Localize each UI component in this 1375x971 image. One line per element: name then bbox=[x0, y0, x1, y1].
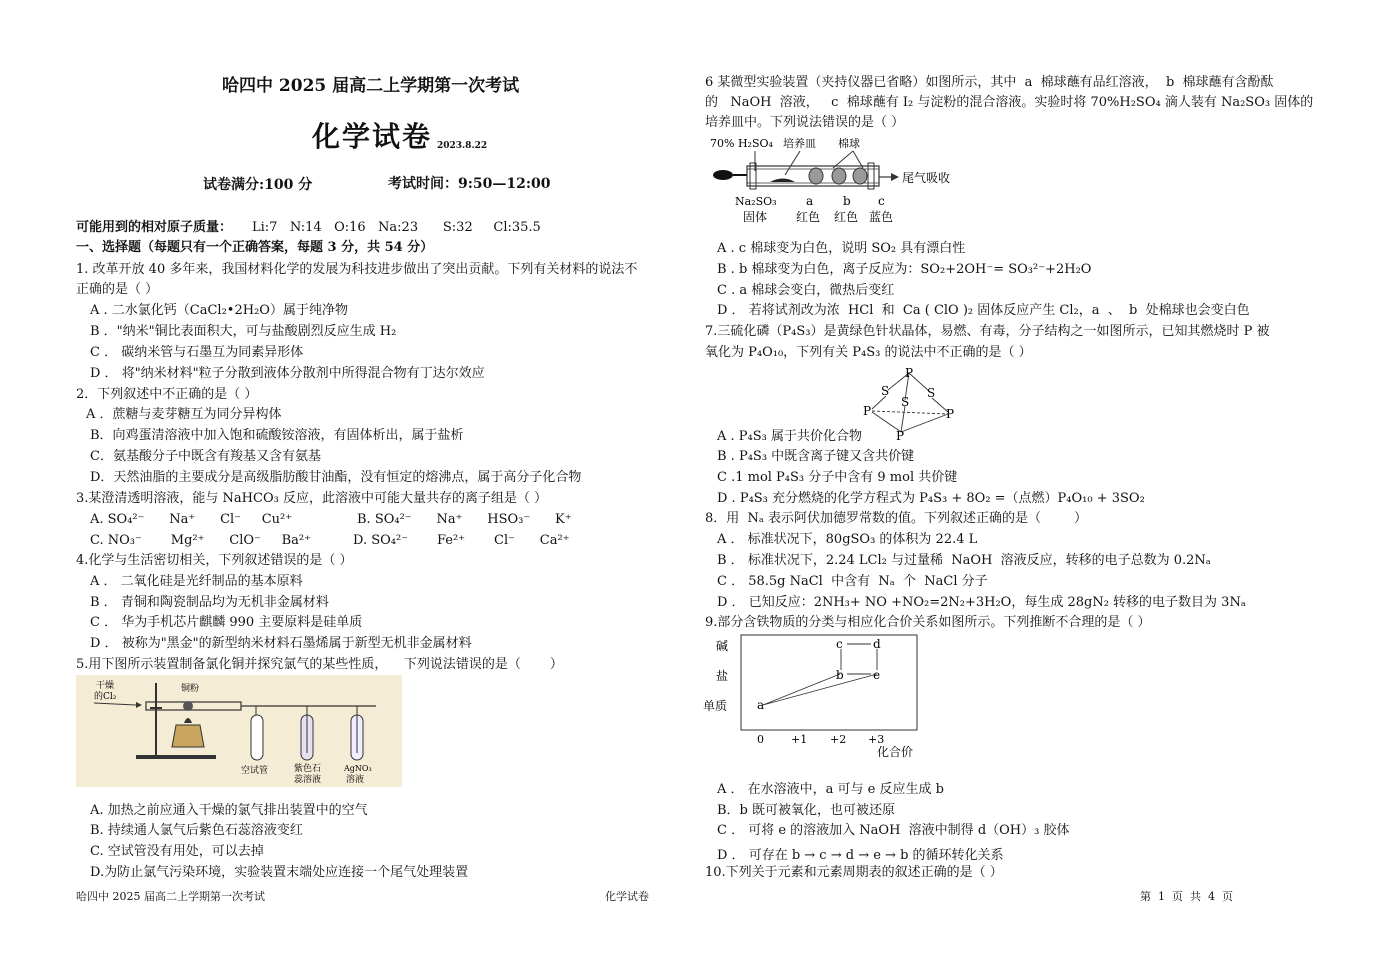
q5-apparatus-figure bbox=[76, 675, 402, 787]
x-tick-3: +3 bbox=[868, 733, 885, 746]
q5-option-a: A. 加热之前应通入干燥的氯气排出装置中的空气 bbox=[90, 803, 368, 818]
section-heading: 一、选择题（每题只有一个正确答案，每题 3 分，共 54 分） bbox=[76, 240, 434, 255]
solid-label: 固体 bbox=[743, 210, 768, 224]
y-label-base: 碱 bbox=[716, 639, 729, 653]
q5-option-c: C. 空试管没有用处，可以去掉 bbox=[90, 844, 264, 859]
q3-option-b: B. SO₄²⁻ Na⁺ HSO₃⁻ K⁺ bbox=[357, 512, 572, 527]
full-score: 试卷满分:100 分 bbox=[203, 177, 313, 193]
red-label-2: 红色 bbox=[834, 210, 859, 224]
dish-label: 培养皿 bbox=[783, 137, 816, 150]
q2-option-c: C．氨基酸分子中既含有羧基又含有氨基 bbox=[90, 449, 321, 464]
q4-option-b: B ． 青铜和陶瓷制品均为无机非金属材料 bbox=[90, 595, 329, 610]
q6-apparatus-figure bbox=[705, 133, 985, 228]
red-label-1: 红色 bbox=[796, 210, 821, 224]
x-tick-0: 0 bbox=[757, 733, 764, 746]
q9-stem: 9.部分含铁物质的分类与相应化合价关系如图所示。下列推断不合理的是（ ） bbox=[705, 615, 1151, 630]
q6-stem-3: 培养皿中。下列说法错误的是（ ） bbox=[705, 115, 905, 130]
atom-p-right: P bbox=[946, 407, 955, 421]
q6-option-b: B . b 棉球变为白色，离子反应为：SO₂+2OH⁻= SO₃²⁻+2H₂O bbox=[717, 262, 1092, 277]
page-number: 第 1 页 共 4 页 bbox=[1140, 890, 1233, 903]
empty-tube-label: 空试管 bbox=[241, 766, 269, 776]
q8-option-d: D ． 已知反应：2NH₃+ NO +NO₂=2N₂+3H₂O，每生成 28gN₂ 转移的电子数目为 3Nₐ bbox=[717, 595, 1246, 610]
point-e: e bbox=[873, 668, 881, 682]
agno3-label-1: AgNO₃ bbox=[344, 764, 372, 773]
cl2-label: 的Cl₂ bbox=[94, 692, 117, 702]
q9-option-c: C ． 可将 e 的溶液加入 NaOH 溶液中制得 d（OH）₃ 胶体 bbox=[717, 823, 1070, 838]
school-title: 哈四中 2025 届高二上学期第一次考试 bbox=[222, 76, 520, 96]
q3-option-d: D. SO₄²⁻ Fe²⁺ Cl⁻ Ca²⁺ bbox=[353, 533, 570, 548]
x-tick-2: +2 bbox=[830, 733, 847, 746]
q6-option-a: A . c 棉球变为白色，说明 SO₂ 具有漂白性 bbox=[717, 241, 966, 256]
q7-option-d: D . P₄S₃ 充分燃烧的化学方程式为 P₄S₃ + 8O₂ =（点燃）P₄O₁₀ + 3SO₂ bbox=[717, 491, 1145, 506]
q4-stem: 4.化学与生活密切相关，下列叙述错误的是（ ） bbox=[76, 553, 353, 568]
q8-option-a: A ． 标准状况下，80gSO₃ 的体积为 22.4 L bbox=[717, 532, 978, 547]
dry-label: 干燥 bbox=[96, 681, 115, 691]
q4-option-c: C ． 华为手机芯片麒麟 990 主要原料是硅单质 bbox=[90, 615, 363, 630]
point-b: b bbox=[836, 668, 844, 682]
cotton-label: 棉球 bbox=[838, 137, 860, 150]
q2-option-d: D．天然油脂的主要成分是高级脂肪酸甘油酯，没有恒定的熔沸点，属于高分子化合物 bbox=[90, 470, 582, 485]
x-tick-1: +1 bbox=[791, 733, 808, 746]
atom-s-left: S bbox=[881, 384, 890, 398]
copper-powder-label: 铜粉 bbox=[181, 684, 200, 694]
litmus-label-2: 蕊溶液 bbox=[294, 775, 322, 785]
q9-iron-chart bbox=[700, 632, 930, 760]
agno3-label-2: 溶液 bbox=[346, 775, 365, 785]
burner bbox=[172, 725, 204, 747]
q10-stem: 10.下列关于元素和元素周期表的叙述正确的是（ ） bbox=[705, 865, 1003, 880]
cotton-ball-b bbox=[832, 168, 846, 184]
exam-title: 化学试卷 bbox=[312, 120, 433, 153]
q4-option-a: A ． 二氧化硅是光纤制品的基本原料 bbox=[90, 574, 303, 589]
cotton-ball-c bbox=[853, 168, 867, 184]
q3-stem: 3.某澄清透明溶液，能与 NaHCO₃ 反应，此溶液中可能大量共存的离子组是（ ） bbox=[76, 491, 548, 506]
footer-center: 化学试卷 bbox=[605, 890, 649, 903]
q7-stem-2: 氧化为 P₄O₁₀，下列有关 P₄S₃ 的说法中不正确的是（ ） bbox=[705, 345, 1032, 360]
q6-stem-1: 6 某微型实验装置（夹持仪器已省略）如图所示，其中 a 棉球蘸有品红溶液， b 棉球蘸有含酚酞 bbox=[705, 75, 1274, 90]
point-a: a bbox=[757, 698, 765, 712]
q7-option-c: C .1 mol P₄S₃ 分子中含有 9 mol 共价键 bbox=[717, 470, 958, 485]
q2-option-b: B．向鸡蛋清溶液中加入饱和硫酸铵溶液，有固体析出，属于盐析 bbox=[90, 428, 464, 443]
x-axis-label: 化合价 bbox=[877, 745, 914, 759]
q1-stem-1: 1. 改革开放 40 多年来，我国材料化学的发展为科技进步做出了突出贡献。下列有关材料的说法不 bbox=[76, 262, 638, 277]
cotton-ball-a bbox=[809, 168, 823, 184]
empty-test-tube bbox=[251, 715, 263, 760]
q1-option-b: B ．"纳米"铜比表面积大，可与盐酸剧烈反应生成 H₂ bbox=[90, 324, 397, 339]
q2-option-a: A ．蔗糖与麦芽糖互为同分异构体 bbox=[86, 407, 282, 422]
q9-option-d: D ． 可存在 b → c → d → e → b 的循环转化关系 bbox=[717, 848, 1004, 863]
p4s3-structure-figure bbox=[860, 364, 960, 444]
q1-option-d: D ． 将"纳米材料"粒子分散到液体分散剂中所得混合物有丁达尔效应 bbox=[90, 366, 485, 381]
q6-option-d: D ． 若将试剂改为浓 HCl 和 Ca ( ClO )₂ 固体反应产生 Cl₂，a 、 b 处棉球也会变白色 bbox=[717, 303, 1250, 318]
salt-label: Na₂SO₃ bbox=[735, 195, 777, 208]
atom-s-middle: S bbox=[901, 395, 910, 409]
q6-option-c: C . a 棉球会变白，微热后变红 bbox=[717, 283, 895, 298]
q9-option-a: A ． 在水溶液中，a 可与 e 反应生成 b bbox=[717, 782, 944, 797]
litmus-label-1: 紫色石 bbox=[294, 764, 322, 774]
q5-option-d: D.为防止氯气污染环境，实验装置末端处应连接一个尾气处理装置 bbox=[90, 865, 469, 880]
q3-option-a: A. SO₄²⁻ Na⁺ Cl⁻ Cu²⁺ bbox=[90, 512, 293, 527]
q1-option-c: C ． 碳纳米管与石墨互为同素异形体 bbox=[90, 345, 304, 360]
q7-option-b: B . P₄S₃ 中既含离子键又含共价键 bbox=[717, 449, 915, 464]
q5-stem: 5.用下图所示装置制备氯化铜并探究氯气的某些性质， 下列说法错误的是（ ） bbox=[76, 657, 563, 672]
q2-stem: 2．下列叙述中不正确的是（ ） bbox=[76, 387, 258, 402]
q6-stem-2: 的 NaOH 溶液， c 棉球蘸有 I₂ 与淀粉的混合溶液。实验时将 70%H₂SO₄ 滴人装有 Na₂SO₃ 固体的 bbox=[705, 95, 1314, 110]
q1-stem-2: 正确的是（ ） bbox=[76, 282, 159, 297]
footer-left: 哈四中 2025 届高二上学期第一次考试 bbox=[76, 890, 265, 903]
point-d: d bbox=[873, 637, 881, 651]
q5-option-b: B. 持续通人氯气后紫色石蕊溶液变红 bbox=[90, 823, 303, 838]
atomic-mass-label: 可能用到的相对原子质量： bbox=[76, 220, 233, 235]
y-label-element: 单质 bbox=[703, 699, 728, 713]
tail-gas-label: 尾气吸收 bbox=[902, 171, 951, 185]
atom-p-bottom: P bbox=[896, 429, 905, 443]
q4-option-d: D ． 被称为"黑金"的新型纳米材料石墨烯属于新型无机非金属材料 bbox=[90, 636, 472, 651]
q8-option-b: B ． 标准状况下，2.24 LCl₂ 与过量稀 NaOH 溶液反应，转移的电子总数为 0.2Nₐ bbox=[717, 553, 1211, 568]
atom-p-left: P bbox=[863, 404, 872, 418]
blue-label: 蓝色 bbox=[869, 210, 894, 224]
atom-p-top: P bbox=[905, 366, 914, 380]
label-b: b bbox=[843, 194, 851, 208]
label-c: c bbox=[878, 194, 885, 208]
q9-option-b: B．b 既可被氧化，也可被还原 bbox=[717, 803, 896, 818]
q8-stem: 8．用 Nₐ 表示阿伏加德罗常数的值。下列叙述正确的是（ ） bbox=[705, 511, 1088, 526]
q1-option-a: A . 二水氯化钙（CaCl₂•2H₂O）属于纯净物 bbox=[90, 303, 348, 318]
q7-option-a: A . P₄S₃ 属于共价化合物 bbox=[717, 429, 862, 444]
y-label-salt: 盐 bbox=[716, 669, 729, 683]
exam-date: 2023.8.22 bbox=[437, 141, 488, 151]
q7-stem-1: 7.三硫化磷（P₄S₃）是黄绿色针状晶体，易燃、有毒，分子结构之一如图所示，已知其燃烧时 P 被 bbox=[705, 324, 1270, 339]
point-c: c bbox=[836, 637, 843, 651]
label-a: a bbox=[806, 194, 814, 208]
q8-option-c: C ． 58.5g NaCl 中含有 Nₐ 个 NaCl 分子 bbox=[717, 574, 988, 589]
dropper-bulb bbox=[713, 170, 733, 180]
sodium-sulfite-solid bbox=[770, 179, 795, 183]
chart-frame bbox=[741, 635, 917, 730]
exam-time: 考试时间：9:50—12:00 bbox=[388, 176, 551, 192]
acid-label: 70% H₂SO₄ bbox=[710, 137, 773, 150]
atomic-mass-values: Li:7 N:14 O:16 Na:23 S:32 Cl:35.5 bbox=[252, 220, 541, 235]
atom-s-right: S bbox=[927, 386, 936, 400]
q3-option-c: C. NO₃⁻ Mg²⁺ ClO⁻ Ba²⁺ bbox=[90, 533, 311, 548]
